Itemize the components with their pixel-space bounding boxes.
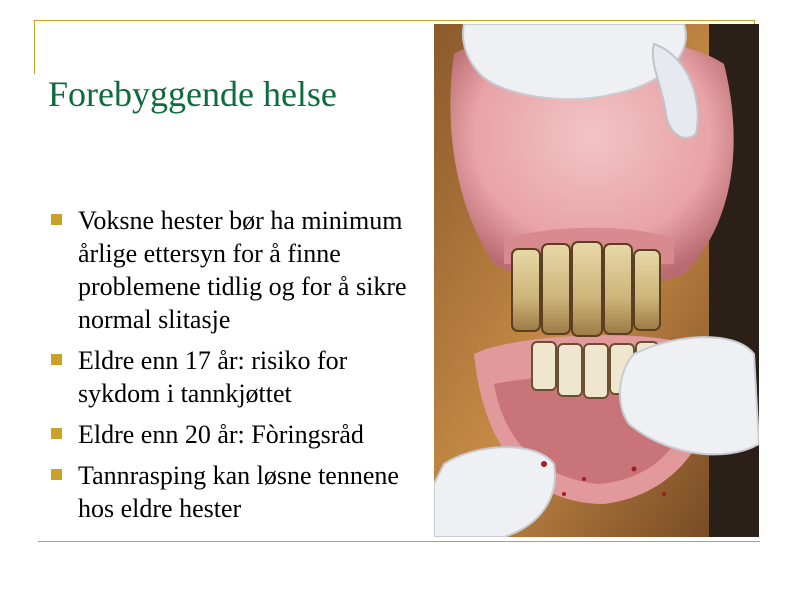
- horse-teeth-photo: [434, 24, 759, 537]
- bullet-text: Eldre enn 17 år: risiko for sykdom i tannkjøttet: [78, 346, 348, 408]
- bullet-text: Tannrasping kan løsne tennene hos eldre hester: [78, 461, 399, 523]
- square-bullet-icon: [51, 469, 62, 480]
- square-bullet-icon: [51, 354, 62, 365]
- slide-title: Forebyggende helse: [48, 74, 337, 114]
- bullet-item: [48, 459, 428, 525]
- square-bullet-icon: [51, 214, 62, 225]
- frame-line-top: [34, 20, 754, 21]
- bullet-list: [48, 204, 428, 533]
- bullet-item: [48, 204, 428, 336]
- upper-incisors: [512, 242, 660, 336]
- bullet-item: [48, 344, 428, 410]
- square-bullet-icon: [51, 428, 62, 439]
- bullet-text: Eldre enn 20 år: Fòringsråd: [78, 420, 364, 449]
- bullet-item: [48, 418, 428, 451]
- bullet-text: Voksne hester bør ha minimum årlige ettersyn for å finne problemene tidlig og for å sikre normal slitasje: [78, 206, 407, 334]
- frame-line-bottom: [38, 541, 760, 542]
- frame-line-left: [34, 20, 35, 74]
